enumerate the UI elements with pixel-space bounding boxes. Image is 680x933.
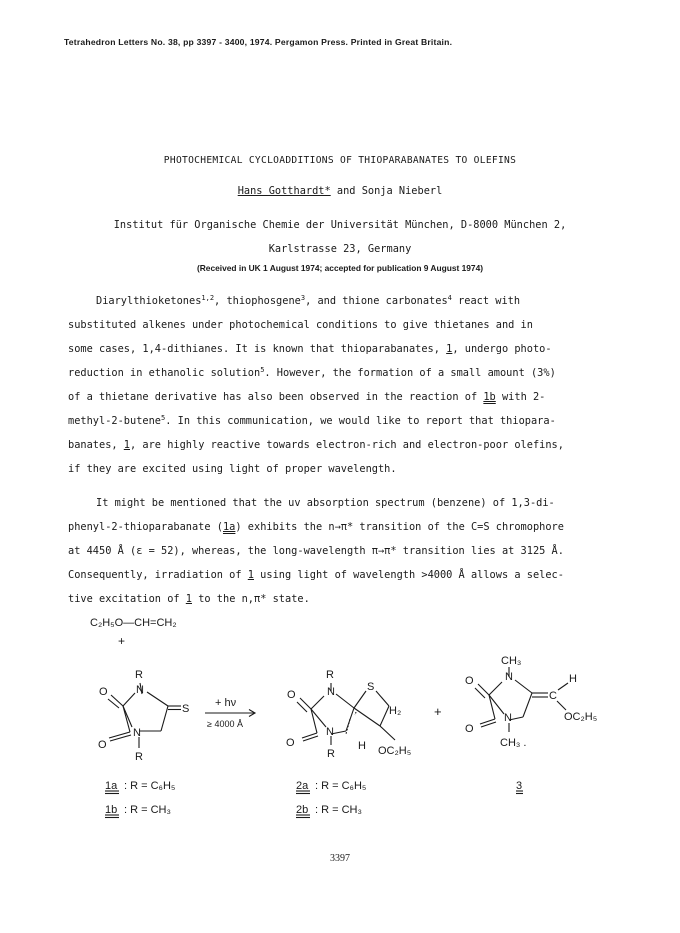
arrow-label-bottom: ≥ 4000 Å <box>207 719 243 729</box>
reactant-r-bottom: R <box>135 751 143 763</box>
compound-ref: 1 <box>446 343 453 355</box>
product2-n-bottom: N <box>326 726 334 738</box>
paragraph-line: if they are excited using light of proper wavelength. <box>68 463 397 475</box>
label-2a-def: : R = C₆H₅ <box>315 780 367 792</box>
paragraph-line: Consequently, irradiation of 1 using light of wavelength >4000 Å allows a selec- <box>68 569 564 581</box>
reactant-r-top: R <box>135 669 143 681</box>
compound-ref: 1b <box>483 391 496 403</box>
product3-ch3-bottom: CH₃ . <box>500 737 527 749</box>
label-2b-def: : R = CH₃ <box>315 804 362 816</box>
institution-line-1: Institut für Organische Chemie der Universität München, D-8000 München 2, <box>113 219 567 231</box>
plus-sign: + <box>434 704 442 719</box>
institution-line-2: Karlstrasse 23, Germany <box>268 243 412 255</box>
product3-o-top: O <box>465 675 474 687</box>
compound-ref: 1 <box>247 569 254 581</box>
paragraph-line: banates, 1, are highly reactive towards electron-rich and electron-poor olefins, <box>68 439 564 451</box>
paragraph-line: at 4450 Å (ε = 52), whereas, the long-wavelength π→π* transition lies at 3125 Å. <box>68 545 564 557</box>
compound-ref: 1 <box>123 439 130 451</box>
plus-sign: + <box>118 634 126 648</box>
compound-ref: 1 <box>185 593 192 605</box>
paragraph-line: of a thietane derivative has also been observed in the reaction of 1b with 2- <box>68 391 546 403</box>
paragraph-line: phenyl-2-thioparabanate (1a) exhibits the n→π* transition of the C=S chromophore <box>68 521 564 533</box>
product2-n-top: N <box>327 686 335 698</box>
product3-o-bottom: O <box>465 723 474 735</box>
product3-c: C <box>549 690 557 702</box>
product2-o-bottom: O <box>286 737 295 749</box>
product2-r-bottom: R <box>327 748 335 760</box>
product2-o-top: O <box>287 689 296 701</box>
label-2a: 2a <box>296 780 309 792</box>
reaction-scheme <box>0 610 680 835</box>
author-secondary: and Sonja Nieberl <box>330 185 443 197</box>
reactant-s: S <box>182 703 190 715</box>
product2-h: H <box>358 740 366 752</box>
label-1a: 1a <box>105 780 118 792</box>
article-title: PHOTOCHEMICAL CYCLOADDITIONS OF THIOPARABANATES TO OLEFINS <box>163 155 517 166</box>
label-1b-def: : R = CH₃ <box>124 804 171 816</box>
paragraph-line: methyl-2-butene$^5$. In this communication, we would like to report that thiopara- <box>68 414 556 427</box>
reactant-n-top: N <box>136 684 144 696</box>
label-1a-def: : R = C₆H₅ <box>124 780 176 792</box>
product2-oet: OC₂H₅ <box>378 745 412 757</box>
article-authors <box>0 185 680 197</box>
paragraph-line: tive excitation of 1 to the n,π* state. <box>68 593 310 605</box>
paragraph-line: Diarylthioketones$^{1,2}$, thiophosgene$^3$, and thione carbonates$^4$ react with <box>96 294 521 307</box>
product3-h: H <box>569 673 577 685</box>
label-1b: 1b <box>105 804 118 816</box>
arrow-label-top: + hν <box>215 697 237 709</box>
compound-ref: 1a <box>222 521 236 533</box>
product3-n-bottom: N <box>504 712 512 724</box>
product3-oet: OC₂H₅ <box>564 711 598 723</box>
label-3: 3 <box>516 780 523 792</box>
reactant-o-top: O <box>99 686 108 698</box>
product2-s: S <box>367 681 375 693</box>
paragraph-line: some cases, 1,4-dithianes. It is known that thioparabanates, 1, undergo photo- <box>68 343 552 355</box>
product2-r-top: R <box>326 669 334 681</box>
author-primary: Hans Gotthardt* <box>237 185 331 197</box>
paragraph-line: reduction in ethanolic solution$^5$. However, the formation of a small amount (3%) <box>68 366 556 379</box>
paragraph-line: It might be mentioned that the uv absorption spectrum (benzene) of 1,3-di- <box>96 497 555 509</box>
journal-citation: Tetrahedron Letters No. 38, pp 3397 - 3400, 1974. Pergamon Press. Printed in Great Britain. <box>64 37 453 47</box>
paragraph-line: substituted alkenes under photochemical conditions to give thietanes and in <box>68 319 533 331</box>
product3-n-top: N <box>505 671 513 683</box>
product3-ch3-top: CH₃ <box>501 655 522 667</box>
reactant-o-bottom: O <box>98 739 107 751</box>
page-number: 3397 <box>330 853 350 864</box>
olefin-formula: C₂H₅O—CH=CH₂ <box>90 617 177 629</box>
label-2b: 2b <box>296 804 309 816</box>
received-dates: (Received in UK 1 August 1974; accepted for publication 9 August 1974) <box>196 263 484 273</box>
product2-h2: H₂ <box>389 705 402 717</box>
reactant-n-bottom: N <box>133 727 141 739</box>
